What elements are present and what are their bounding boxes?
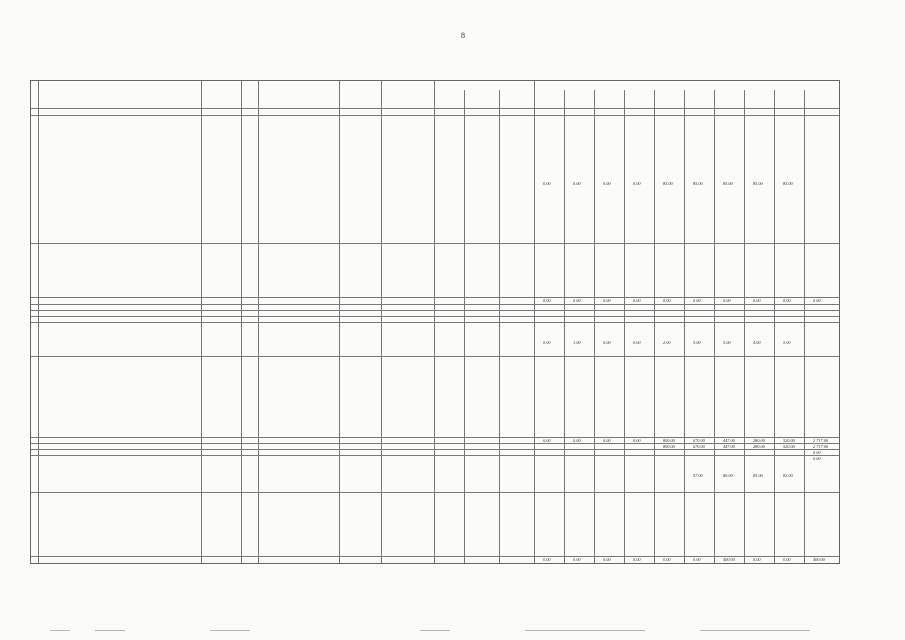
value-cell: 0.00 bbox=[693, 298, 701, 303]
value-cell: 85.00 bbox=[783, 181, 793, 186]
row-rule bbox=[31, 356, 839, 357]
value-cell: 0.00 bbox=[603, 340, 611, 345]
value-cell: 0.00 bbox=[633, 340, 641, 345]
row-rule bbox=[31, 108, 839, 109]
page-number: 8 bbox=[461, 31, 465, 40]
value-cell: 0.00 bbox=[573, 181, 581, 186]
value-cell: 520.00 bbox=[783, 438, 795, 443]
value-cell: 1.00 bbox=[573, 340, 581, 345]
value-cell: 0.00 bbox=[543, 438, 551, 443]
value-cell: 0.00 bbox=[813, 298, 821, 303]
col-rule bbox=[594, 90, 595, 563]
value-cell: 0.00 bbox=[603, 298, 611, 303]
value-cell: 0.00 bbox=[783, 557, 791, 562]
value-cell: 85.00 bbox=[693, 181, 703, 186]
value-cell: 85.00 bbox=[723, 181, 733, 186]
value-cell: 0.00 bbox=[813, 450, 821, 455]
value-cell: 280.00 bbox=[753, 438, 765, 443]
value-cell: 0.00 bbox=[633, 438, 641, 443]
value-cell: 0.00 bbox=[663, 298, 671, 303]
budget-table bbox=[30, 80, 840, 564]
value-cell: 0.00 bbox=[603, 181, 611, 186]
row-rule bbox=[31, 437, 839, 438]
value-cell: 0.00 bbox=[573, 438, 581, 443]
value-cell: 0.00 bbox=[693, 557, 701, 562]
col-rule bbox=[258, 81, 259, 563]
value-cell: 0.00 bbox=[633, 298, 641, 303]
row-rule bbox=[31, 304, 839, 305]
col-rule bbox=[241, 81, 242, 563]
col-rule bbox=[464, 90, 465, 563]
row-rule bbox=[31, 449, 839, 450]
value-cell: 0.00 bbox=[663, 557, 671, 562]
value-cell: 5.00 bbox=[783, 340, 791, 345]
value-cell: 670.00 bbox=[693, 444, 705, 449]
value-cell: 0.00 bbox=[543, 557, 551, 562]
col-rule bbox=[499, 90, 500, 563]
value-cell: 400.00 bbox=[813, 557, 825, 562]
col-rule bbox=[534, 81, 535, 563]
col-rule bbox=[201, 81, 202, 563]
row-rule bbox=[31, 455, 839, 456]
row-rule bbox=[31, 556, 839, 557]
row-rule bbox=[31, 297, 839, 298]
value-cell: 80.00 bbox=[723, 473, 733, 478]
value-cell: 5.00 bbox=[723, 340, 731, 345]
row-rule bbox=[31, 310, 839, 311]
value-cell: 0.00 bbox=[573, 298, 581, 303]
value-cell: 0.00 bbox=[543, 181, 551, 186]
value-cell: 0.00 bbox=[783, 298, 791, 303]
col-rule bbox=[744, 90, 745, 563]
value-cell: 0.00 bbox=[543, 340, 551, 345]
col-rule bbox=[339, 81, 340, 563]
row-rule bbox=[31, 322, 839, 323]
col-rule bbox=[684, 90, 685, 563]
value-cell: 2 717.00 bbox=[813, 438, 829, 443]
value-cell: 280.00 bbox=[753, 444, 765, 449]
col-rule bbox=[654, 90, 655, 563]
value-cell: 800.00 bbox=[663, 438, 675, 443]
col-rule bbox=[804, 90, 805, 563]
row-rule bbox=[31, 115, 839, 116]
value-cell: 82.00 bbox=[783, 473, 793, 478]
col-rule bbox=[564, 90, 565, 563]
value-cell: 0.00 bbox=[753, 557, 761, 562]
value-cell: 5.00 bbox=[693, 340, 701, 345]
value-cell: 85.00 bbox=[753, 181, 763, 186]
value-cell: 4.00 bbox=[753, 340, 761, 345]
value-cell: 0.00 bbox=[573, 557, 581, 562]
value-cell: 0.00 bbox=[813, 456, 821, 461]
value-cell: 57.00 bbox=[693, 473, 703, 478]
value-cell: 400.00 bbox=[723, 557, 735, 562]
value-cell: 2 717.00 bbox=[813, 444, 829, 449]
value-cell: 0.00 bbox=[723, 298, 731, 303]
row-rule bbox=[31, 443, 839, 444]
value-cell: 0.00 bbox=[603, 438, 611, 443]
value-cell: 447.00 bbox=[723, 438, 735, 443]
col-rule bbox=[381, 81, 382, 563]
value-cell: 0.00 bbox=[603, 557, 611, 562]
value-cell: 0.00 bbox=[753, 298, 761, 303]
row-rule bbox=[31, 492, 839, 493]
value-cell: 520.00 bbox=[783, 444, 795, 449]
col-rule bbox=[714, 90, 715, 563]
col-rule bbox=[624, 90, 625, 563]
scan-bottom-edge bbox=[0, 620, 905, 640]
col-rule bbox=[774, 90, 775, 563]
value-cell: 800.00 bbox=[663, 444, 675, 449]
value-cell: 447.00 bbox=[723, 444, 735, 449]
value-cell: 0.00 bbox=[633, 557, 641, 562]
col-rule bbox=[434, 81, 435, 563]
value-cell: 0.00 bbox=[633, 181, 641, 186]
value-cell: 670.00 bbox=[693, 438, 705, 443]
value-cell: 85.00 bbox=[753, 473, 763, 478]
value-cell: 85.00 bbox=[663, 181, 673, 186]
row-rule bbox=[31, 316, 839, 317]
col-rule bbox=[38, 81, 39, 563]
value-cell: 2.00 bbox=[663, 340, 671, 345]
value-cell: 0.00 bbox=[543, 298, 551, 303]
row-rule bbox=[31, 243, 839, 244]
